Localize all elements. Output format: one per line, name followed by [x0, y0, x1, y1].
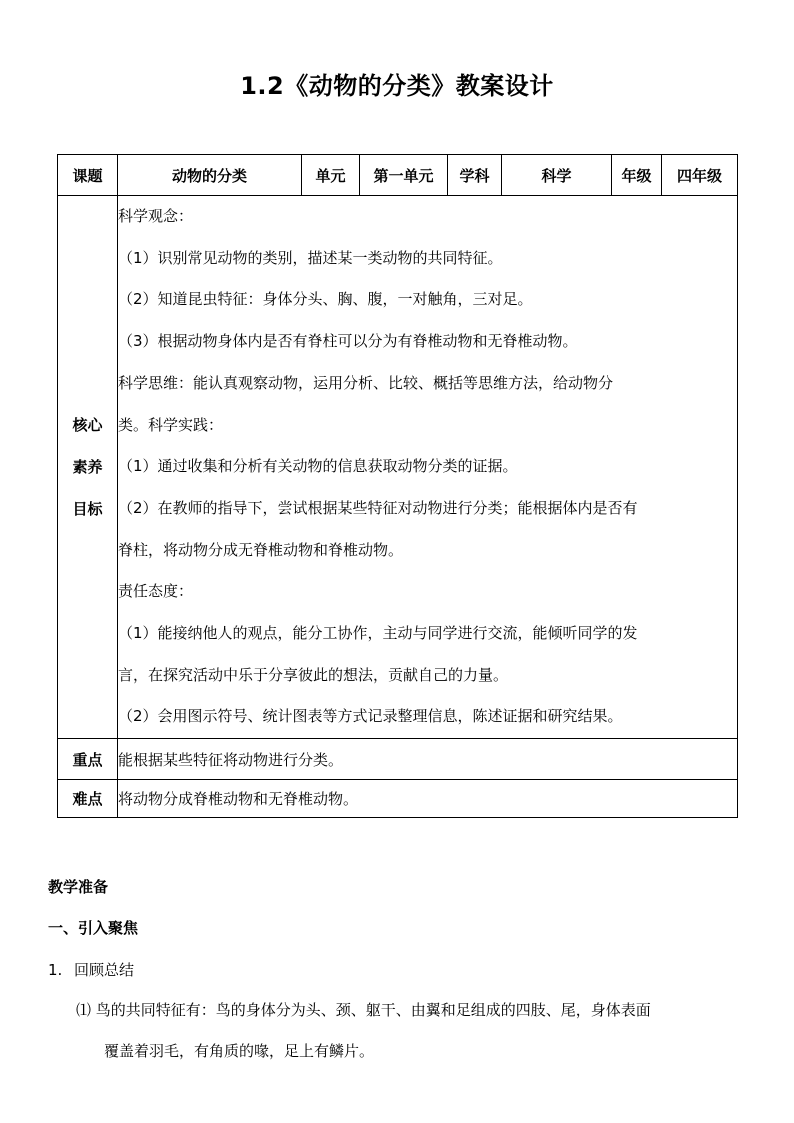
- key-point-row: [58, 739, 738, 780]
- goal-line: （1）通过收集和分析有关动物的信息获取动物分类的证据。: [118, 457, 518, 476]
- goal-line: 言，在探究活动中乐于分享彼此的想法，贡献自己的力量。: [118, 665, 509, 684]
- prep-heading: 教学准备: [48, 878, 109, 896]
- core-goals-label-line: 素养: [72, 458, 103, 477]
- difficulty-value: 将动物分成脊椎动物和无脊椎动物。: [118, 780, 738, 818]
- topic-value: 动物的分类: [118, 155, 302, 196]
- sub-item: [76, 990, 748, 1072]
- unit-value: 第一单元: [360, 155, 448, 196]
- sub-item-line: 覆盖着羽毛，有角质的喙，足上有鳞片。: [104, 1042, 375, 1060]
- core-goals-row: [58, 196, 738, 739]
- list-item: [48, 959, 134, 980]
- list-item-text: 回顾总结: [74, 961, 135, 979]
- goal-line: 脊柱，将动物分成无脊椎动物和脊椎动物。: [118, 540, 404, 559]
- page-title: 1.2《动物的分类》教案设计: [240, 72, 554, 100]
- goal-line: （2）知道昆虫特征：身体分头、胸、腹，一对触角，三对足。: [118, 290, 533, 309]
- list-item-number: 1.: [48, 961, 63, 979]
- topic-label: 课题: [58, 155, 118, 196]
- grade-label: 年级: [612, 155, 662, 196]
- goal-line: 科学思维：能认真观察动物，运用分析、比较、概括等思维方法，给动物分: [118, 373, 614, 392]
- difficulty-label: 难点: [58, 780, 118, 818]
- key-point-label: 重点: [58, 739, 118, 780]
- key-point-value: 能根据某些特征将动物进行分类。: [118, 739, 738, 780]
- unit-label: 单元: [302, 155, 360, 196]
- goal-line: 责任态度：: [118, 582, 194, 601]
- difficulty-row: [58, 780, 738, 818]
- subject-label: 学科: [448, 155, 502, 196]
- grade-value: 四年级: [662, 155, 738, 196]
- goal-line: 类。科学实践：: [118, 415, 224, 434]
- core-goals-content: [118, 196, 738, 739]
- subject-value: 科学: [502, 155, 612, 196]
- section-heading-intro: 一、引入聚焦: [48, 919, 139, 937]
- sub-item-line: ⑴ 鸟的共同特征有：鸟的身体分为头、颈、躯干、由翼和足组成的四肢、尾，身体表面: [76, 1001, 651, 1019]
- goal-line: （2）会用图示符号、统计图表等方式记录整理信息，陈述证据和研究结果。: [118, 707, 623, 726]
- goal-line: （1）识别常见动物的类别，描述某一类动物的共同特征。: [118, 248, 503, 267]
- table-header-row: [58, 155, 738, 196]
- goal-line: （2）在教师的指导下，尝试根据某些特征对动物进行分类；能根据体内是否有: [118, 498, 638, 517]
- goal-line: （1）能接纳他人的观点，能分工协作，主动与同学进行交流，能倾听同学的发: [118, 624, 638, 643]
- goal-line: （3）根据动物身体内是否有脊柱可以分为有脊椎动物和无脊椎动物。: [118, 332, 578, 351]
- core-goals-label-line: 核心: [72, 416, 103, 435]
- lesson-plan-table: [57, 154, 738, 818]
- goal-line: 科学观念：: [118, 207, 194, 225]
- core-goals-label: [58, 196, 118, 739]
- core-goals-label-line: 目标: [72, 500, 103, 519]
